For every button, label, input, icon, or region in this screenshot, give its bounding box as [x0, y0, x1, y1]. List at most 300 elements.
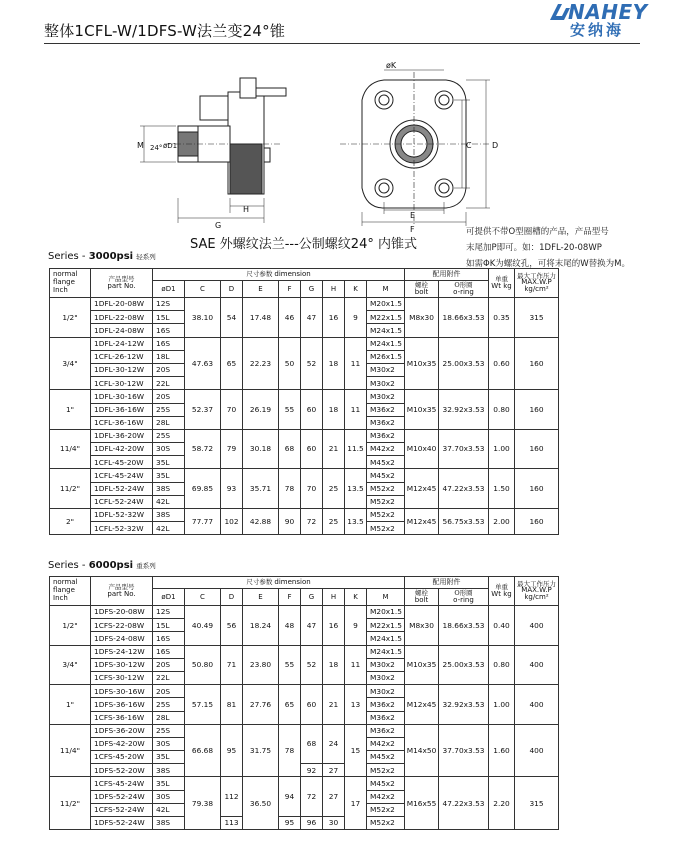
bolt-spec: M8x30	[405, 298, 439, 338]
pressure-value: 160	[515, 390, 559, 430]
oring-spec: 32.92x3.53	[439, 390, 489, 430]
d1-value: 30S	[153, 790, 185, 803]
col-part-no	[91, 577, 153, 606]
k-value: 13	[345, 685, 367, 725]
bolt-spec: M10x40	[405, 429, 439, 469]
d1-value: 25S	[153, 429, 185, 442]
d1-value: 12S	[153, 298, 185, 311]
d1-value: 42L	[153, 522, 185, 535]
h-value: 24	[323, 724, 345, 764]
part-number: 1DFL-22-08W	[91, 311, 153, 324]
flange-size: 11/4"	[50, 429, 91, 469]
k-value: 13.5	[345, 469, 367, 509]
part-number: 1CFL-52-24W	[91, 495, 153, 508]
k-value: 11	[345, 645, 367, 685]
oring-spec: 47.22x3.53	[439, 469, 489, 509]
d1-value: 18L	[153, 350, 185, 363]
col-dims-en: dimension	[274, 270, 311, 278]
h-value: 30	[323, 817, 345, 830]
table-series-6000	[49, 576, 559, 830]
col-max-pressure	[515, 269, 559, 298]
m-thread: M30x2	[367, 390, 405, 403]
oring-spec: 47.22x3.53	[439, 777, 489, 830]
d-value: 71	[221, 645, 243, 685]
e-value: 35.71	[243, 469, 279, 509]
d-value: 79	[221, 429, 243, 469]
table-row	[50, 724, 559, 737]
table-row	[50, 298, 559, 311]
note-line-2: 末尾加P即可。如：1DFL-20-08WP	[466, 243, 602, 253]
flange-size: 3/4"	[50, 337, 91, 390]
col-f: F	[279, 281, 301, 298]
col-dims-cn: 尺寸参数	[246, 578, 275, 586]
label-e: E	[410, 211, 416, 220]
d1-value: 16S	[153, 337, 185, 350]
g-value: 72	[301, 509, 323, 535]
flange-size: 11/2"	[50, 469, 91, 509]
m-thread: M52x2	[367, 482, 405, 495]
g-value: 47	[301, 606, 323, 646]
c-value: 52.37	[185, 390, 221, 430]
col-m: M	[367, 589, 405, 606]
e-value: 30.18	[243, 429, 279, 469]
brand-name-cn: 安纳海	[570, 21, 625, 39]
m-thread: M52x2	[367, 522, 405, 535]
h-value: 18	[323, 645, 345, 685]
m-thread: M22x1.5	[367, 311, 405, 324]
k-value: 11.5	[345, 429, 367, 469]
d1-value: 38S	[153, 817, 185, 830]
bolt-spec: M8x30	[405, 606, 439, 646]
weight-value: 2.00	[489, 509, 515, 535]
k-value: 15	[345, 724, 367, 777]
part-number: 1DFS-20-08W	[91, 606, 153, 619]
table-row	[50, 337, 559, 350]
label-h: H	[243, 205, 250, 214]
k-value: 11	[345, 390, 367, 430]
g-value: 92	[301, 764, 323, 777]
weight-value: 0.40	[489, 606, 515, 646]
weight-value: 2.20	[489, 777, 515, 830]
c-value: 79.38	[185, 777, 221, 830]
bolt-spec: M12x45	[405, 469, 439, 509]
d-value: 81	[221, 685, 243, 725]
col-part-cn: 产品型号	[108, 583, 135, 592]
m-thread: M36x2	[367, 698, 405, 711]
bolt-spec: M10x35	[405, 645, 439, 685]
col-h: H	[323, 589, 345, 606]
d1-value: 35L	[153, 456, 185, 469]
c-value: 57.15	[185, 685, 221, 725]
part-number: 1DFS-30-16W	[91, 685, 153, 698]
note-line-3: 如需ΦK为螺纹孔，可将末尾的W替换为M。	[466, 259, 631, 269]
c-value: 77.77	[185, 509, 221, 535]
g-value: 47	[301, 298, 323, 338]
part-number: 1CFS-36-16W	[91, 711, 153, 724]
f-value: 78	[279, 724, 301, 777]
d-value: 102	[221, 509, 243, 535]
label-phik: øK	[386, 61, 397, 70]
d1-value: 20S	[153, 390, 185, 403]
h-value: 27	[323, 764, 345, 777]
c-value: 66.68	[185, 724, 221, 777]
table-row	[50, 777, 559, 790]
m-thread: M36x2	[367, 724, 405, 737]
k-value: 9	[345, 606, 367, 646]
part-number: 1CFL-26-12W	[91, 350, 153, 363]
technical-drawing	[0, 48, 680, 248]
pressure-value: 315	[515, 298, 559, 338]
oring-spec: 18.66x3.53	[439, 606, 489, 646]
d1-value: 25S	[153, 724, 185, 737]
m-thread: M45x2	[367, 751, 405, 764]
col-part-en: part No.	[107, 281, 136, 290]
c-value: 38.10	[185, 298, 221, 338]
f-value: 95	[279, 817, 301, 830]
bolt-spec: M12x45	[405, 685, 439, 725]
col-c: C	[185, 281, 221, 298]
col-dimension	[153, 269, 405, 281]
bolt-spec: M16x55	[405, 777, 439, 830]
d1-value: 20S	[153, 658, 185, 671]
part-number: 1CFL-45-24W	[91, 469, 153, 482]
g-value: 70	[301, 469, 323, 509]
part-number: 1DFL-24-08W	[91, 324, 153, 337]
k-value: 17	[345, 777, 367, 830]
weight-value: 1.00	[489, 685, 515, 725]
part-number: 1DFL-30-16W	[91, 390, 153, 403]
d1-value: 35L	[153, 751, 185, 764]
col-f: F	[279, 589, 301, 606]
series-6000-label: Series - 6000psi 重系列	[48, 560, 156, 571]
h-value: 25	[323, 509, 345, 535]
col-d1: øD1	[153, 589, 185, 606]
header-rule	[44, 43, 640, 44]
flange-size: 1/2"	[50, 606, 91, 646]
pressure-value: 315	[515, 777, 559, 830]
part-number: 1CFL-52-32W	[91, 522, 153, 535]
col-oring	[439, 589, 489, 606]
d1-value: 16S	[153, 645, 185, 658]
weight-value: 1.00	[489, 429, 515, 469]
part-number: 1CFL-30-12W	[91, 377, 153, 390]
oring-spec: 25.00x3.53	[439, 337, 489, 390]
part-number: 1DFL-36-20W	[91, 429, 153, 442]
col-flange: normal flange Inch	[50, 269, 91, 298]
m-thread: M20x1.5	[367, 606, 405, 619]
m-thread: M24x1.5	[367, 645, 405, 658]
col-accessories: 配用附件	[405, 577, 489, 589]
m-thread: M30x2	[367, 377, 405, 390]
d1-value: 30S	[153, 737, 185, 750]
table-row	[50, 645, 559, 658]
bolt-spec: M14x50	[405, 724, 439, 777]
g-value: 60	[301, 390, 323, 430]
m-thread: M52x2	[367, 803, 405, 816]
pressure-value: 400	[515, 645, 559, 685]
f-value: 65	[279, 685, 301, 725]
col-accessories: 配用附件	[405, 269, 489, 281]
part-number: 1DFS-52-20W	[91, 764, 153, 777]
col-part-en: part No.	[107, 589, 136, 598]
e-value: 42.88	[243, 509, 279, 535]
d-value: 112	[221, 777, 243, 817]
brand-logo	[548, 0, 658, 40]
col-dims-cn: 尺寸参数	[246, 270, 275, 278]
table-series-3000	[49, 268, 559, 535]
m-thread: M45x2	[367, 469, 405, 482]
m-thread: M24x1.5	[367, 337, 405, 350]
m-thread: M30x2	[367, 658, 405, 671]
h-value: 16	[323, 606, 345, 646]
col-k: K	[345, 589, 367, 606]
part-number: 1DFS-24-08W	[91, 632, 153, 645]
label-m: M	[137, 141, 144, 150]
d-value: 95	[221, 724, 243, 777]
flange-size: 1"	[50, 390, 91, 430]
col-e: E	[243, 589, 279, 606]
m-thread: M42x2	[367, 443, 405, 456]
d1-value: 42L	[153, 803, 185, 816]
d-value: 56	[221, 606, 243, 646]
d1-value: 30S	[153, 443, 185, 456]
col-h: H	[323, 281, 345, 298]
pressure-value: 160	[515, 337, 559, 390]
part-number: 1DFS-24-12W	[91, 645, 153, 658]
m-thread: M30x2	[367, 685, 405, 698]
h-value: 25	[323, 469, 345, 509]
col-p-en: MAX.W.P kg/cm²	[521, 278, 552, 294]
col-oring-cn: O形圈	[454, 589, 473, 598]
oring-spec: 56.75x3.53	[439, 509, 489, 535]
h-value: 21	[323, 685, 345, 725]
part-number: 1DFL-30-12W	[91, 363, 153, 376]
g-value: 52	[301, 337, 323, 390]
pressure-value: 160	[515, 469, 559, 509]
col-m: M	[367, 281, 405, 298]
oring-spec: 37.70x3.53	[439, 429, 489, 469]
d1-value: 15L	[153, 311, 185, 324]
e-value: 23.80	[243, 645, 279, 685]
d1-value: 38S	[153, 764, 185, 777]
table-row	[50, 390, 559, 403]
flange-size: 11/2"	[50, 777, 91, 830]
part-number: 1CFS-30-12W	[91, 671, 153, 684]
table-row	[50, 469, 559, 482]
part-number: 1DFL-52-24W	[91, 482, 153, 495]
d1-value: 16S	[153, 324, 185, 337]
label-f: F	[410, 225, 415, 234]
part-number: 1DFS-30-12W	[91, 658, 153, 671]
e-value: 26.19	[243, 390, 279, 430]
page-title: 整体1CFL-W/1DFS-W法兰变24°锥	[44, 22, 286, 40]
part-number: 1DFS-42-20W	[91, 737, 153, 750]
part-number: 1CFS-45-20W	[91, 751, 153, 764]
page-header	[0, 0, 680, 48]
col-d1: øD1	[153, 281, 185, 298]
col-dims-en: dimension	[274, 578, 311, 586]
col-wt-cn: 单重	[495, 275, 508, 284]
pressure-value: 160	[515, 509, 559, 535]
weight-value: 1.50	[489, 469, 515, 509]
part-number: 1CFS-45-24W	[91, 777, 153, 790]
f-value: 55	[279, 645, 301, 685]
col-bolt-cn: 螺栓	[415, 589, 428, 598]
c-value: 47.63	[185, 337, 221, 390]
col-wt-en: Wt kg	[491, 281, 512, 290]
e-value: 17.48	[243, 298, 279, 338]
g-value: 68	[301, 724, 323, 764]
part-number: 1CFS-22-08W	[91, 619, 153, 632]
oring-spec: 18.66x3.53	[439, 298, 489, 338]
m-thread: M36x2	[367, 403, 405, 416]
flange-size: 2"	[50, 509, 91, 535]
d1-value: 25S	[153, 698, 185, 711]
col-g: G	[301, 589, 323, 606]
k-value: 11	[345, 337, 367, 390]
d1-value: 16S	[153, 632, 185, 645]
d1-value: 28L	[153, 711, 185, 724]
flange-size: 11/4"	[50, 724, 91, 777]
m-thread: M24x1.5	[367, 324, 405, 337]
d-value: 70	[221, 390, 243, 430]
col-wt-en: Wt kg	[491, 589, 512, 598]
col-p-cn: 最大工作压力	[517, 271, 556, 280]
bolt-spec: M10x35	[405, 337, 439, 390]
oring-spec: 25.00x3.53	[439, 645, 489, 685]
d1-value: 38S	[153, 482, 185, 495]
col-p-cn: 最大工作压力	[517, 579, 556, 588]
m-thread: M45x2	[367, 777, 405, 790]
col-c: C	[185, 589, 221, 606]
col-oring-en: o-ring	[453, 595, 474, 604]
brand-name-en: NAHEY	[568, 0, 648, 24]
series-3000-label: Series - 3000psi 轻系列	[48, 251, 156, 262]
part-number: 1DFL-52-32W	[91, 509, 153, 522]
part-number: 1DFL-24-12W	[91, 337, 153, 350]
flange-size: 1/2"	[50, 298, 91, 338]
m-thread: M36x2	[367, 416, 405, 429]
d-value: 113	[221, 817, 243, 830]
f-value: 46	[279, 298, 301, 338]
f-value: 68	[279, 429, 301, 469]
g-value: 96	[301, 817, 323, 830]
d1-value: 25S	[153, 403, 185, 416]
weight-value: 1.60	[489, 724, 515, 777]
col-bolt-en: bolt	[414, 595, 429, 604]
d1-value: 15L	[153, 619, 185, 632]
col-oring	[439, 281, 489, 298]
c-value: 40.49	[185, 606, 221, 646]
m-thread: M52x2	[367, 817, 405, 830]
col-flange: normal flange Inch	[50, 577, 91, 606]
oring-spec: 32.92x3.53	[439, 685, 489, 725]
col-oring-en: o-ring	[453, 287, 474, 296]
col-bolt	[405, 589, 439, 606]
d1-value: 12S	[153, 606, 185, 619]
part-number: 1DFS-52-24W	[91, 817, 153, 830]
pressure-value: 400	[515, 606, 559, 646]
k-value: 9	[345, 298, 367, 338]
d1-value: 22L	[153, 377, 185, 390]
f-value: 48	[279, 606, 301, 646]
h-value: 21	[323, 429, 345, 469]
weight-value: 0.80	[489, 390, 515, 430]
part-number: 1DFL-36-16W	[91, 403, 153, 416]
m-thread: M52x2	[367, 495, 405, 508]
e-value: 22.23	[243, 337, 279, 390]
e-value: 27.76	[243, 685, 279, 725]
d-value: 54	[221, 298, 243, 338]
col-e: E	[243, 281, 279, 298]
label-g: G	[215, 221, 222, 230]
m-thread: M20x1.5	[367, 298, 405, 311]
c-value: 50.80	[185, 645, 221, 685]
col-bolt-cn: 螺栓	[415, 281, 428, 290]
part-number: 1DFS-36-16W	[91, 698, 153, 711]
label-angle: 24°	[150, 144, 163, 152]
part-number: 1CFL-36-16W	[91, 416, 153, 429]
col-weight	[489, 577, 515, 606]
pressure-value: 400	[515, 685, 559, 725]
col-d: D	[221, 281, 243, 298]
flange-size: 3/4"	[50, 645, 91, 685]
d1-value: 38S	[153, 509, 185, 522]
bolt-spec: M12x45	[405, 509, 439, 535]
d1-value: 20S	[153, 363, 185, 376]
f-value: 94	[279, 777, 301, 817]
m-thread: M26x1.5	[367, 350, 405, 363]
c-value: 69.85	[185, 469, 221, 509]
m-thread: M36x2	[367, 711, 405, 724]
label-phid1: øD1	[163, 142, 178, 150]
col-dimension	[153, 577, 405, 589]
d1-value: 42L	[153, 495, 185, 508]
m-thread: M22x1.5	[367, 619, 405, 632]
section-title: SAE 外螺纹法兰---公制螺纹24° 内锥式	[190, 237, 417, 252]
d1-value: 35L	[153, 469, 185, 482]
e-value: 18.24	[243, 606, 279, 646]
label-d: D	[492, 141, 499, 150]
col-max-pressure	[515, 577, 559, 606]
g-value: 60	[301, 429, 323, 469]
col-g: G	[301, 281, 323, 298]
oring-spec: 37.70x3.53	[439, 724, 489, 777]
e-value: 36.50	[243, 777, 279, 830]
part-number: 1DFL-42-20W	[91, 443, 153, 456]
m-thread: M30x2	[367, 671, 405, 684]
col-bolt-en: bolt	[414, 287, 429, 296]
h-value: 18	[323, 390, 345, 430]
col-part-cn: 产品型号	[108, 275, 135, 284]
h-value: 27	[323, 777, 345, 817]
m-thread: M30x2	[367, 363, 405, 376]
col-oring-cn: O形圈	[454, 281, 473, 290]
f-value: 78	[279, 469, 301, 509]
part-number: 1DFS-36-20W	[91, 724, 153, 737]
c-value: 58.72	[185, 429, 221, 469]
weight-value: 0.35	[489, 298, 515, 338]
table-row	[50, 606, 559, 619]
part-number: 1CFS-52-24W	[91, 803, 153, 816]
f-value: 55	[279, 390, 301, 430]
d-value: 93	[221, 469, 243, 509]
h-value: 16	[323, 298, 345, 338]
m-thread: M36x2	[367, 429, 405, 442]
m-thread: M52x2	[367, 509, 405, 522]
table-row	[50, 509, 559, 522]
pressure-value: 160	[515, 429, 559, 469]
